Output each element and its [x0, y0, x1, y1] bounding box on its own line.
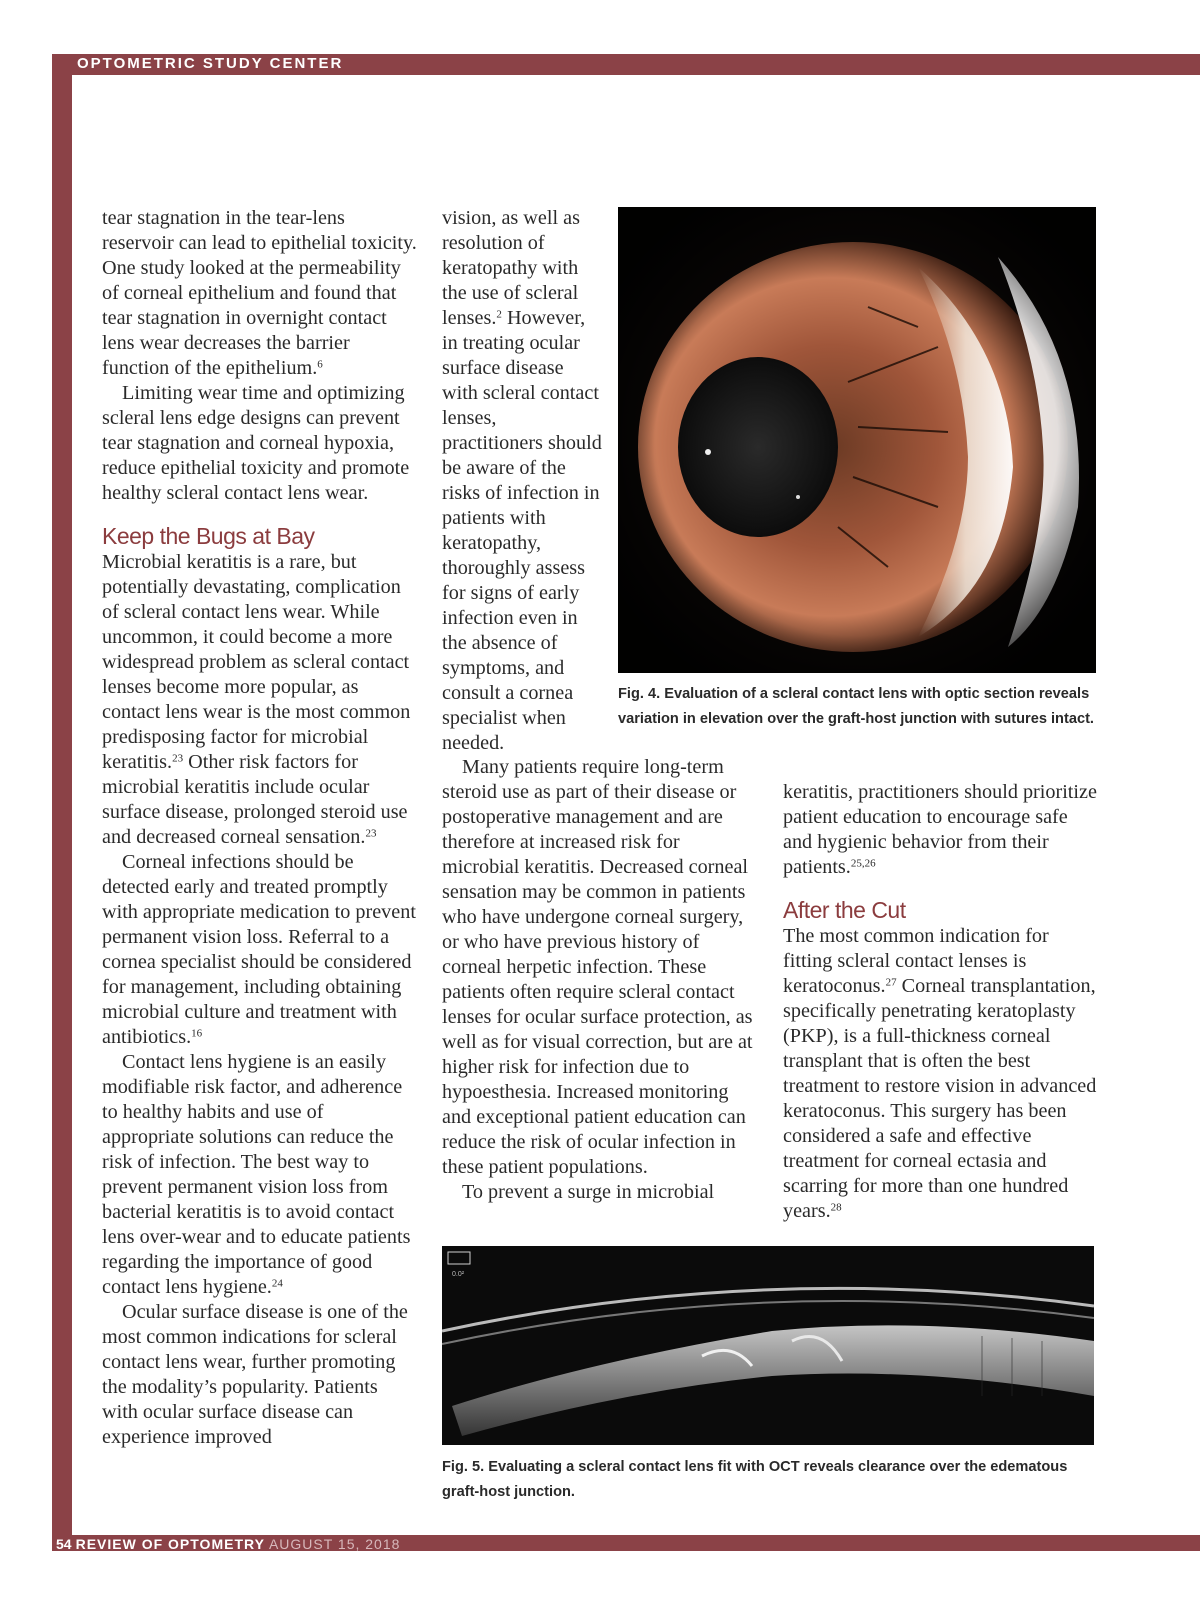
figure-4-caption: Fig. 4. Evaluation of a scleral contact lens with optic section reveals variation in elevation over the graft-host junction with sutures intact.	[618, 686, 1094, 727]
paragraph: vision, as well as resolution of keratopathy with the use of scleral lenses.$^2$ However, in treating ocular surface disease with scleral contact lenses, practitioners should be aware of the risks of infection in patients with keratopathy, thoroughly assess for signs of early infection even in the absence of symptoms, and consult a cornea specialist when needed.	[442, 207, 602, 754]
citation: 27	[885, 976, 897, 989]
paragraph: The most common indication for fitting scleral contact lenses is keratoconus.$^{27}$ Corneal transplantation, specifically penetrating keratoplasty (PKP), is a full-thickness corneal transplant that is often the best treatment to restore vision in advanced keratoconus. This surgery has been considered a safe and effective treatment for corneal ectasia and scarring for more than one hundred years.$^{28}$	[783, 925, 1097, 1222]
figure-5-oct-scan	[442, 1246, 1094, 1445]
article-column-1	[102, 206, 418, 1450]
figure-4-slit-lamp-photo	[618, 207, 1096, 673]
paragraph: Limiting wear time and optimizing scleral lens edge designs can prevent tear stagnation and corneal hypoxia, reduce epithelial toxicity and promote healthy scleral contact lens wear.	[102, 382, 410, 504]
section-title: OPTOMETRIC STUDY CENTER	[77, 55, 344, 72]
citation: 24	[271, 1277, 283, 1290]
citation: 6	[317, 358, 323, 371]
paragraph: Corneal infections should be detected early and treated promptly with appropriate medication to prevent permanent vision loss. Referral to a cornea specialist should be considered for management, including obtaining microbial culture and treatment with antibiotics.$^{16}$	[102, 851, 416, 1048]
article-column-2-top	[442, 206, 602, 756]
article-column-2-bottom	[442, 755, 760, 1205]
citation: 23	[365, 827, 377, 840]
paragraph: Contact lens hygiene is an easily modifiable risk factor, and adherence to healthy habits and use of appropriate solutions can reduce the risk of infection. The best way to prevent permanent vision loss from bacterial keratitis is to avoid contact lens over-wear and to educate patients regarding the importance of good contact lens hygiene.$^{24}$	[102, 1051, 411, 1298]
paragraph: Microbial keratitis is a rare, but potentially devastating, complication of scleral contact lens wear. While uncommon, it could become a more widespread problem as scleral contact lenses become more popular, as contact lens wear is the most common predisposing factor for microbial keratitis.$^{23}$ Other risk factors for microbial keratitis include ocular surface disease, prolonged steroid use and decreased corneal sensation.$^{23}$	[102, 551, 411, 848]
oct-scale-label: 0.0²	[452, 1271, 465, 1278]
left-border-rule	[52, 54, 72, 1551]
citation: 2	[496, 308, 502, 321]
issue-date: AUGUST 15, 2018	[268, 1536, 401, 1552]
citation: 23	[172, 752, 184, 765]
eye-illustration	[618, 207, 1096, 673]
citation: 16	[191, 1027, 203, 1040]
section-heading-bugs: Keep the Bugs at Bay	[102, 523, 315, 549]
citation: 28	[830, 1201, 842, 1214]
section-heading-cut: After the Cut	[783, 897, 906, 923]
section-header-bar	[52, 54, 1200, 75]
paragraph: tear stagnation in the tear-lens reservoir can lead to epithelial toxicity. One study looked at the permeability of corneal epithelium and found that tear stagnation in overnight contact lens wear decreases the barrier function of the epithelium.$^6$	[102, 207, 417, 379]
oct-scan-illustration	[442, 1246, 1094, 1445]
paragraph: keratitis, practitioners should prioritize patient education to encourage safe and hygienic behavior from their patients.$^{25,26}$	[783, 781, 1097, 878]
page-number: 54	[56, 1536, 72, 1552]
figure-5-caption: Fig. 5. Evaluating a scleral contact lens fit with OCT reveals clearance over the edematous graft-host junction.	[442, 1459, 1068, 1500]
paragraph: Many patients require long-term steroid use as part of their disease or postoperative management and are therefore at increased risk for microbial keratitis. Decreased corneal sensation may be common in patients who have undergone corneal surgery, or who have previous history of corneal herpetic infection. These patients often require scleral contact lenses for ocular surface protection, as well as for visual correction, but are at higher risk for infection due to hypoesthesia. Increased monitoring and exceptional patient education can reduce the risk of ocular infection in these patient populations.	[442, 756, 753, 1178]
citation: 25,26	[850, 857, 876, 870]
magazine-name: REVIEW OF OPTOMETRY	[75, 1536, 265, 1552]
paragraph: To prevent a surge in microbial	[462, 1181, 715, 1203]
page-footer	[56, 1536, 400, 1552]
paragraph: Ocular surface disease is one of the most common indications for scleral contact lens wear, further promoting the modality’s popularity. Patients with ocular surface disease can experience improved	[102, 1301, 408, 1448]
article-column-3	[783, 780, 1101, 1224]
